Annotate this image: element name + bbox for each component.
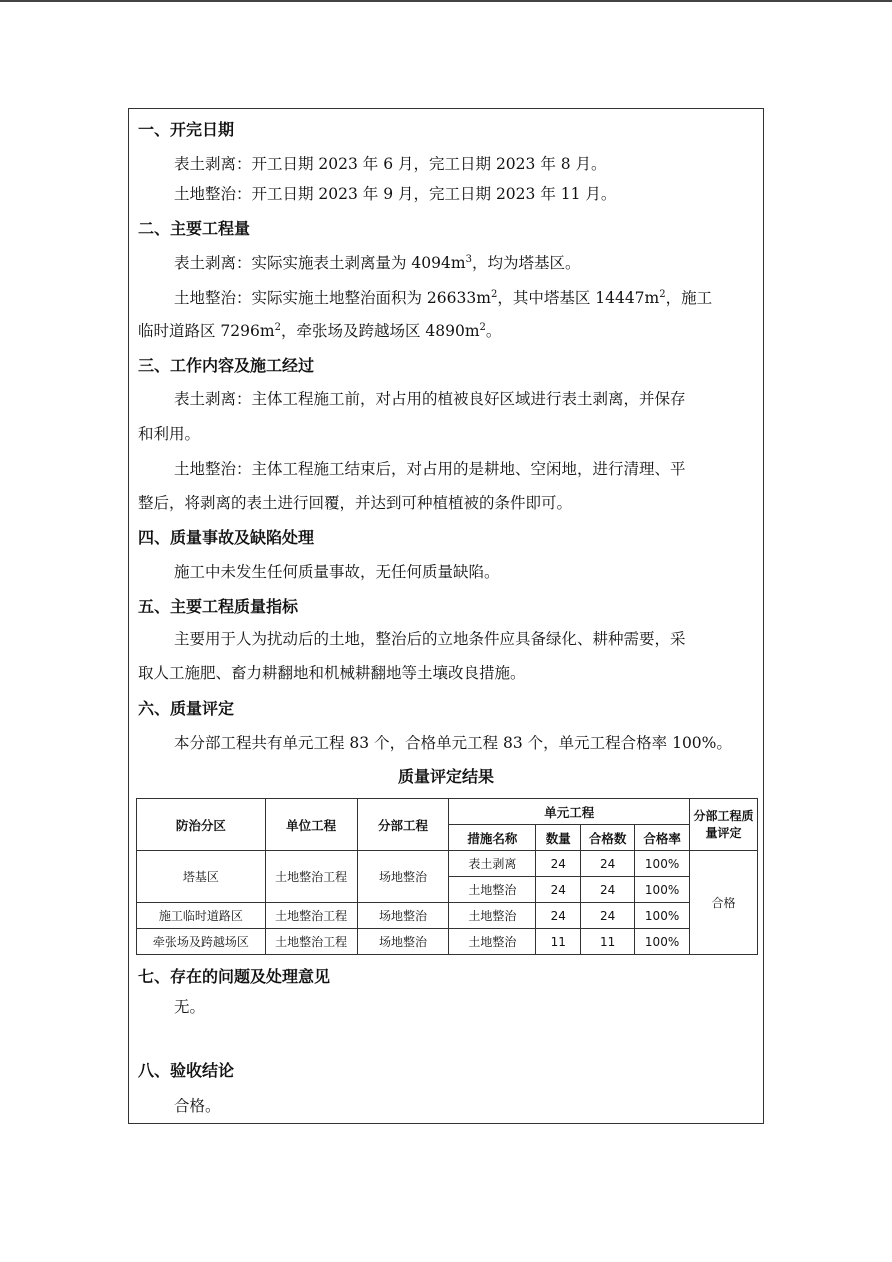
cell-measure: 土地整治	[449, 903, 536, 929]
section-heading-4: 四、质量事故及缺陷处理	[138, 528, 315, 547]
cell-unit-project: 土地整治工程	[265, 851, 357, 903]
section-heading-7: 七、存在的问题及处理意见	[138, 967, 331, 986]
section-8-line-1: 合格。	[174, 1097, 221, 1115]
table-caption: 质量评定结果	[397, 767, 494, 786]
header-count: 数量	[536, 825, 581, 851]
cell-sub-project: 场地整治	[357, 903, 449, 929]
section-heading-1: 一、开完日期	[138, 120, 235, 139]
section-4-line-1: 施工中未发生任何质量事故，无任何质量缺陷。	[174, 563, 500, 581]
section-2-line-2: 土地整治：实际实施土地整治面积为 $26633m^2$，其中塔基区 $14447m^2$，施工	[174, 288, 713, 307]
section-6-line-1: 本分部工程共有单元工程 83 个，合格单元工程 83 个，单元工程合格率 100%。	[174, 734, 732, 752]
cell-sub-project: 场地整治	[357, 929, 449, 955]
cell-measure: 土地整治	[449, 929, 536, 955]
cell-sub-project: 场地整治	[357, 851, 449, 903]
cell-measure: 表土剥离	[449, 851, 536, 877]
section-3-line-1: 表土剥离：主体工程施工前，对占用的植被良好区域进行表土剥离，并保存	[174, 390, 686, 408]
cell-pass-rate: 100%	[635, 929, 690, 955]
section-2-line-3: 临时道路区 $7296m^2$，牵张场及跨越场区 $4890m^2$。	[138, 321, 502, 340]
section-5-line-1: 主要用于人为扰动后的土地，整治后的立地条件应具备绿化、耕种需要，采	[174, 630, 686, 648]
section-3-line-3: 土地整治：主体工程施工结束后，对占用的是耕地、空闲地，进行清理、平	[174, 460, 686, 478]
header-zone: 防治分区	[137, 799, 266, 851]
cell-pass-rate: 100%	[635, 877, 690, 903]
quality-table	[136, 798, 758, 955]
cell-pass-count: 11	[581, 929, 635, 955]
section-heading-2: 二、主要工程量	[138, 219, 251, 238]
page-top-border	[0, 0, 892, 2]
cell-measure: 土地整治	[449, 877, 536, 903]
header-sub-project: 分部工程	[357, 799, 449, 851]
cell-count: 24	[536, 851, 581, 877]
header-grade: 分部工程质量评定	[690, 799, 758, 851]
cell-pass-rate: 100%	[635, 903, 690, 929]
section-1-line-1: 表土剥离：开工日期 2023 年 6 月，完工日期 2023 年 8 月。	[174, 155, 607, 173]
section-heading-5: 五、主要工程质量指标	[138, 597, 299, 616]
cell-pass-count: 24	[581, 877, 635, 903]
section-3-line-4: 整后，将剥离的表土进行回覆，并达到可种植植被的条件即可。	[138, 494, 573, 512]
cell-count: 24	[536, 877, 581, 903]
cell-grade: 合格	[690, 851, 758, 955]
section-heading-8: 八、验收结论	[138, 1061, 235, 1080]
header-pass-rate: 合格率	[635, 825, 690, 851]
cell-zone: 塔基区	[137, 851, 266, 903]
cell-unit-project: 土地整治工程	[265, 929, 357, 955]
header-unit-project: 单位工程	[265, 799, 357, 851]
cell-count: 11	[536, 929, 581, 955]
cell-pass-count: 24	[581, 851, 635, 877]
header-measure: 措施名称	[449, 825, 536, 851]
header-unit-element: 单元工程	[449, 799, 690, 825]
section-7-line-1: 无。	[174, 998, 206, 1016]
section-5-line-2: 取人工施肥、畜力耕翻地和机械耕翻地等土壤改良措施。	[138, 664, 526, 682]
section-3-line-2: 和利用。	[138, 425, 201, 443]
table-row	[137, 851, 758, 877]
cell-count: 24	[536, 903, 581, 929]
cell-unit-project: 土地整治工程	[265, 903, 357, 929]
header-pass-count: 合格数	[581, 825, 635, 851]
cell-pass-rate: 100%	[635, 851, 690, 877]
section-1-line-2: 土地整治：开工日期 2023 年 9 月，完工日期 2023 年 11 月。	[174, 185, 617, 203]
section-2-line-1: 表土剥离：实际实施表土剥离量为 $4094m^3$，均为塔基区。	[174, 253, 581, 272]
table-row	[137, 929, 758, 955]
cell-pass-count: 24	[581, 903, 635, 929]
table-row	[137, 903, 758, 929]
section-heading-6: 六、质量评定	[138, 699, 235, 718]
cell-zone: 牵张场及跨越场区	[137, 929, 266, 955]
section-heading-3: 三、工作内容及施工经过	[138, 356, 315, 375]
cell-zone: 施工临时道路区	[137, 903, 266, 929]
